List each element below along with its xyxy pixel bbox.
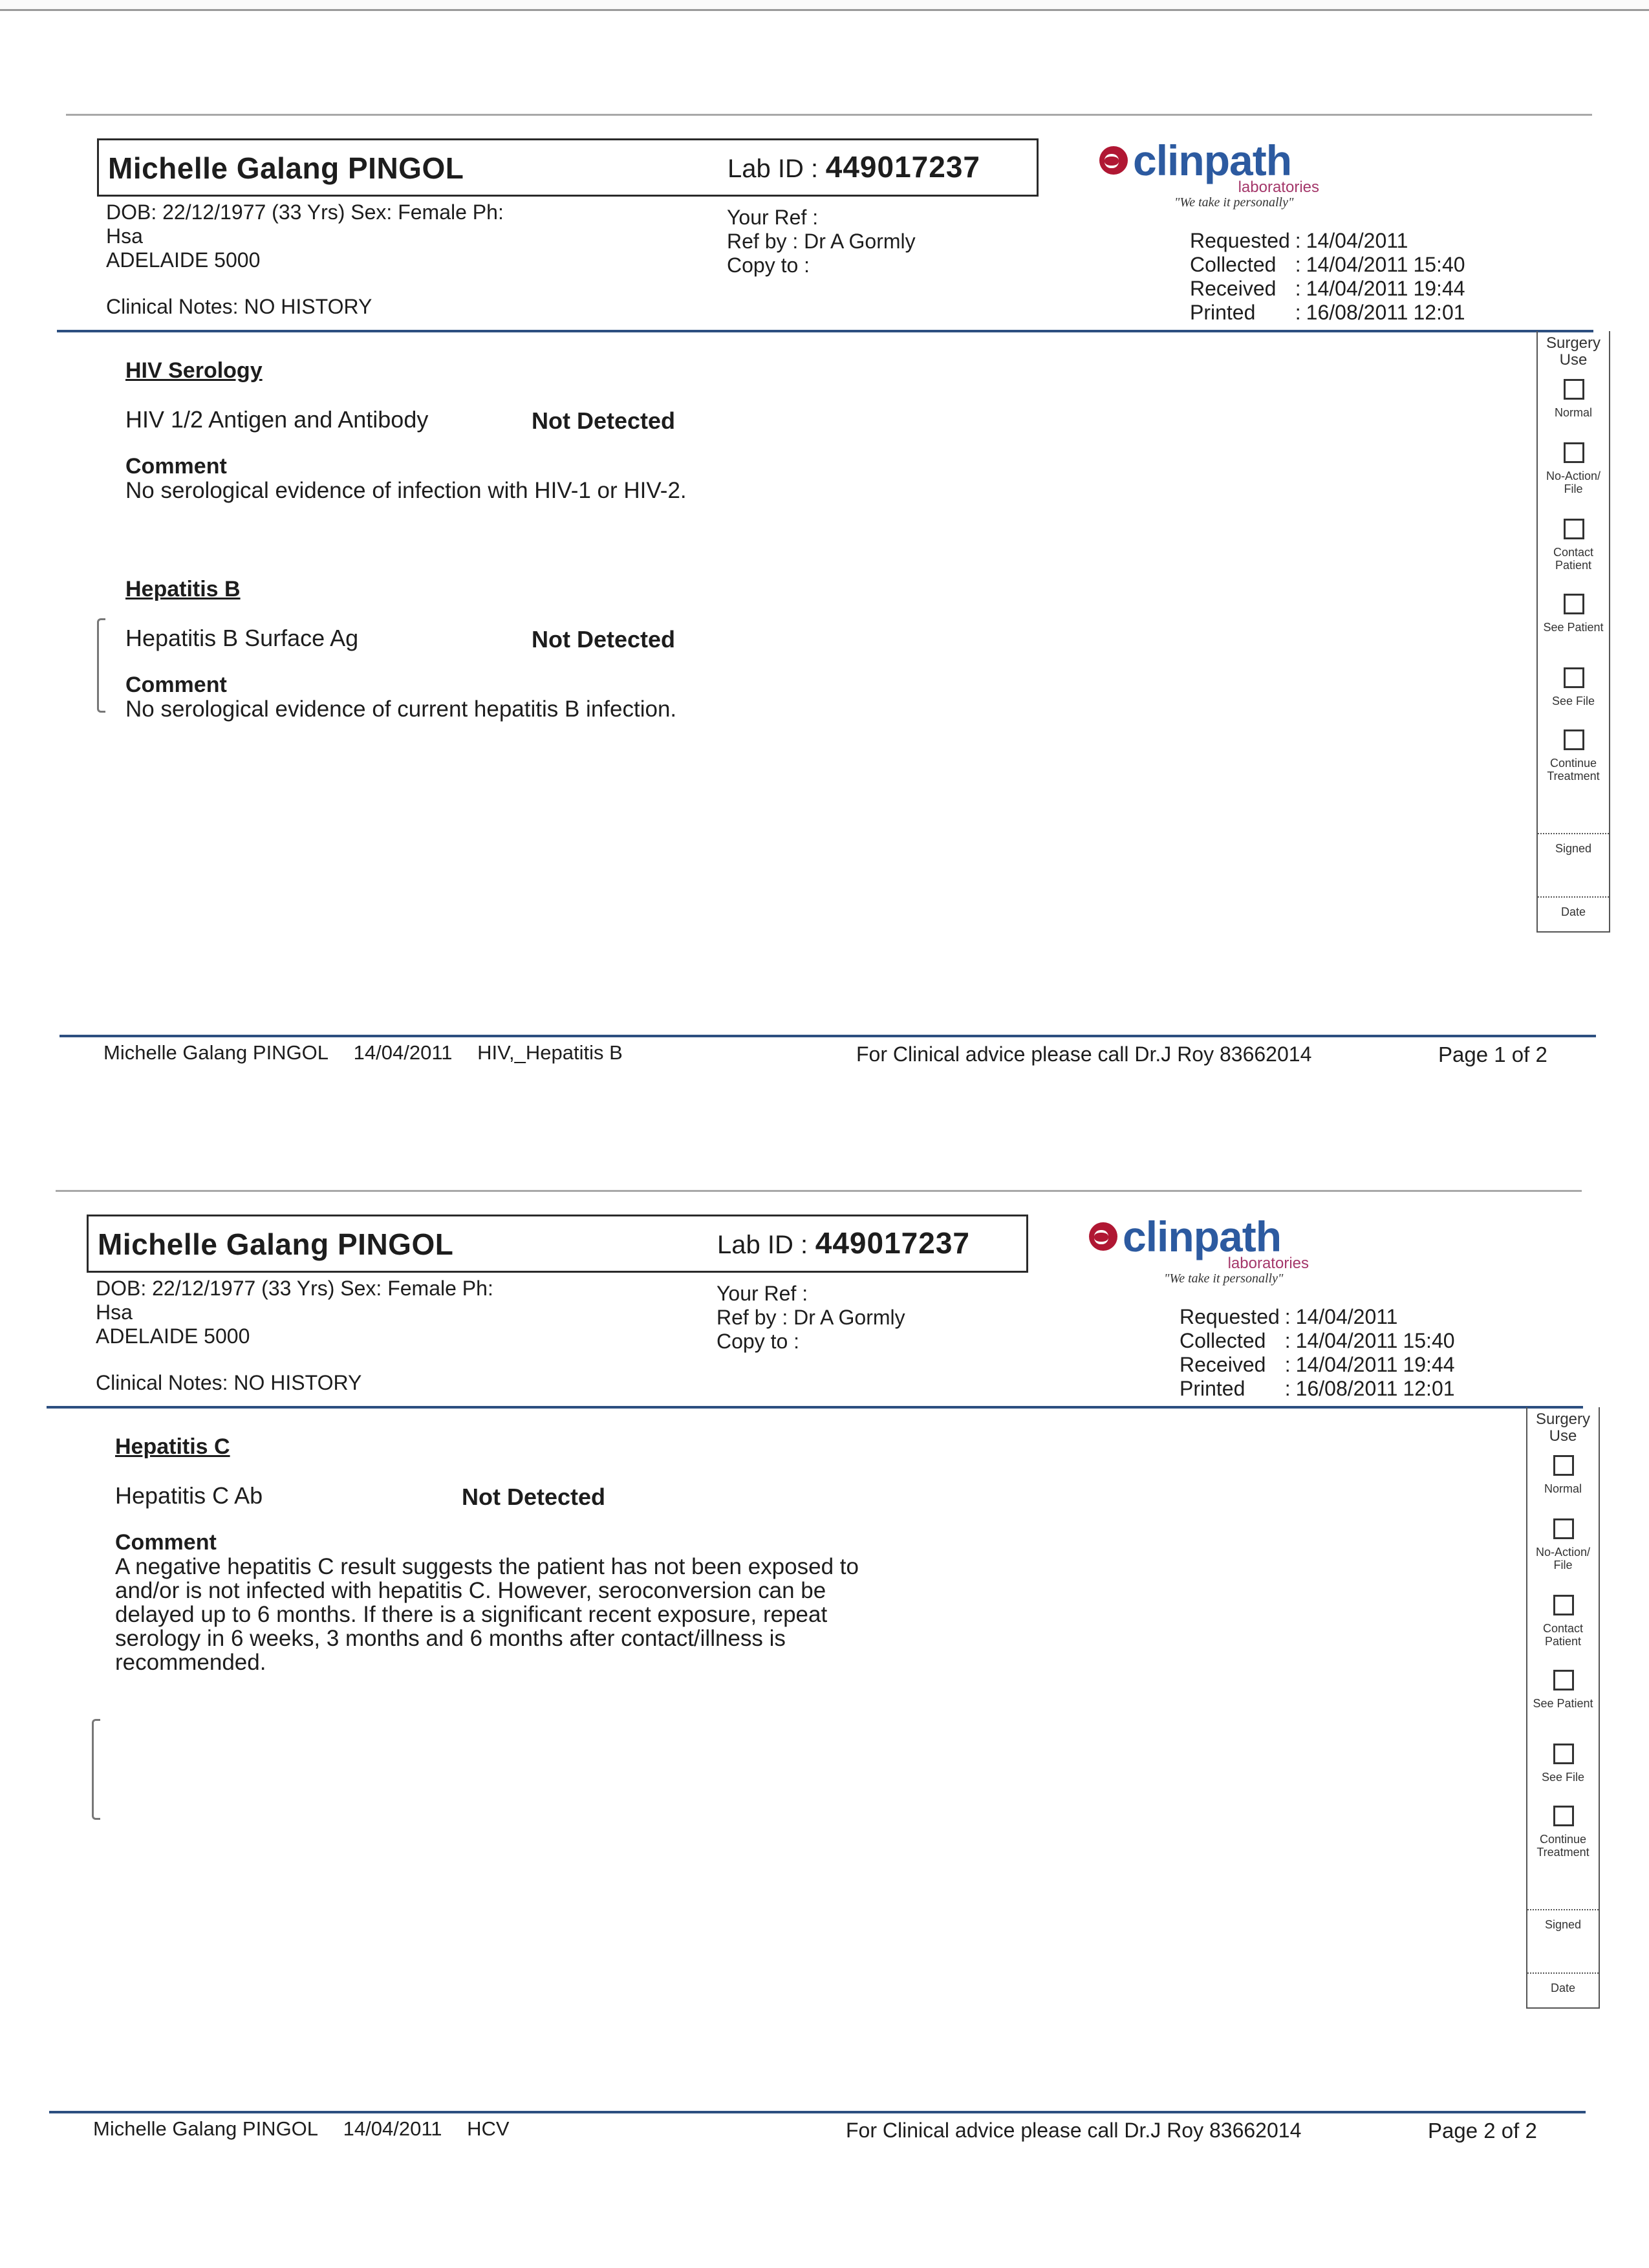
specimen-dates bbox=[1190, 229, 1471, 325]
report-page-2 bbox=[47, 1190, 1624, 2212]
ref-by: Ref by : Dr A Gormly bbox=[717, 1306, 905, 1329]
surgery-use-panel bbox=[1526, 1407, 1600, 2009]
footer-page-number: Page 1 of 2 bbox=[1438, 1042, 1547, 1066]
date-label: Date bbox=[1560, 905, 1586, 918]
requested-row: Requested : 14/04/2011 bbox=[1180, 1305, 1398, 1328]
your-ref: Your Ref : bbox=[717, 1282, 808, 1305]
footer-advice: For Clinical advice please call Dr.J Roy 83662014 bbox=[846, 2119, 1302, 2142]
collected-row: Collected : 14/04/2011 15:40 bbox=[1180, 1329, 1455, 1352]
footer-summary bbox=[93, 2117, 529, 2141]
lab-id-value: 449017237 bbox=[815, 1226, 970, 1260]
clinpath-logo-icon bbox=[1099, 146, 1128, 175]
normal-label: Normal bbox=[1544, 1482, 1582, 1495]
contact-patient-checkbox[interactable] bbox=[1553, 1595, 1574, 1615]
continue-treatment-checkbox[interactable] bbox=[1553, 1806, 1574, 1826]
comment-title-hepc: Comment bbox=[115, 1530, 217, 1555]
comment-text-hepc bbox=[115, 1555, 859, 1674]
see-patient-checkbox[interactable] bbox=[1564, 594, 1584, 614]
test-result-hepb: Not Detected bbox=[532, 626, 676, 653]
comment-title-hepb: Comment bbox=[125, 673, 227, 697]
clinpath-logo bbox=[1089, 1213, 1309, 1290]
dob-line: DOB: 22/12/1977 (33 Yrs) Sex: Female Ph: bbox=[106, 200, 504, 224]
see-patient-label: See Patient bbox=[1533, 1697, 1593, 1710]
copy-to: Copy to : bbox=[717, 1330, 800, 1353]
no-action-checkbox[interactable] bbox=[1553, 1518, 1574, 1539]
footer-divider bbox=[49, 2111, 1586, 2113]
section-title-hiv: HIV Serology bbox=[125, 358, 263, 383]
test-result-hiv: Not Detected bbox=[532, 407, 676, 434]
see-patient-checkbox[interactable] bbox=[1553, 1670, 1574, 1690]
clinpath-logo-icon bbox=[1089, 1222, 1117, 1251]
page-top-rule bbox=[66, 114, 1592, 116]
report-page-1 bbox=[57, 114, 1635, 1136]
collected-row: Collected : 14/04/2011 15:40 bbox=[1190, 253, 1465, 276]
test-name-hepc: Hepatitis C Ab bbox=[115, 1482, 263, 1509]
footer-divider bbox=[59, 1035, 1596, 1037]
comment-line: A negative hepatitis C result suggests the patient has not been exposed to bbox=[115, 1554, 859, 1579]
comment-text-hepb: No serological evidence of current hepatitis B infection. bbox=[125, 697, 677, 722]
date-line[interactable] bbox=[1538, 896, 1609, 898]
footer-patient: Michelle Galang PINGOL bbox=[103, 1041, 329, 1064]
pen-bracket-mark bbox=[97, 618, 105, 713]
address-line-2: ADELAIDE 5000 bbox=[96, 1324, 250, 1348]
copy-to: Copy to : bbox=[727, 254, 810, 277]
footer-summary bbox=[103, 1041, 642, 1064]
comment-line: and/or is not infected with hepatitis C. However, seroconversion can be bbox=[115, 1578, 826, 1603]
lab-id bbox=[727, 149, 980, 184]
section-title-hepb: Hepatitis B bbox=[125, 577, 241, 601]
surgery-use-title: Surgery Use bbox=[1546, 334, 1601, 369]
logo-wordmark: clinpath bbox=[1123, 1213, 1282, 1260]
normal-label: Normal bbox=[1554, 406, 1592, 419]
dob-line: DOB: 22/12/1977 (33 Yrs) Sex: Female Ph: bbox=[96, 1277, 493, 1300]
signed-label: Signed bbox=[1555, 842, 1592, 855]
patient-name: Michelle Galang PINGOL bbox=[98, 1227, 454, 1261]
comment-line: recommended. bbox=[115, 1650, 266, 1675]
referral-details bbox=[717, 1282, 905, 1354]
address-line-1: Hsa bbox=[96, 1301, 133, 1324]
continue-treatment-label: Continue Treatment bbox=[1547, 757, 1600, 783]
lab-id bbox=[717, 1226, 970, 1260]
see-file-checkbox[interactable] bbox=[1553, 1744, 1574, 1764]
normal-checkbox[interactable] bbox=[1564, 379, 1584, 400]
footer-date: 14/04/2011 bbox=[353, 1041, 453, 1064]
see-file-label: See File bbox=[1551, 695, 1595, 707]
no-action-label: No-Action/ File bbox=[1535, 1546, 1591, 1571]
signed-line[interactable] bbox=[1538, 833, 1609, 834]
test-result-hepc: Not Detected bbox=[462, 1484, 606, 1510]
address-line-1: Hsa bbox=[106, 224, 143, 248]
page-top-rule bbox=[56, 1190, 1582, 1192]
continue-treatment-label: Continue Treatment bbox=[1536, 1833, 1590, 1859]
lab-id-label: Lab ID : bbox=[717, 1231, 808, 1259]
logo-subtitle: laboratories bbox=[1238, 178, 1319, 196]
header-divider bbox=[47, 1406, 1583, 1409]
your-ref: Your Ref : bbox=[727, 206, 819, 229]
lab-id-value: 449017237 bbox=[825, 150, 980, 184]
lab-id-label: Lab ID : bbox=[727, 155, 819, 183]
address-line-2: ADELAIDE 5000 bbox=[106, 248, 261, 272]
comment-line: delayed up to 6 months. If there is a significant recent exposure, repeat bbox=[115, 1602, 828, 1627]
logo-wordmark: clinpath bbox=[1133, 136, 1292, 184]
contact-patient-label: Contact Patient bbox=[1553, 546, 1594, 572]
pen-bracket-mark bbox=[92, 1719, 100, 1820]
printed-row: Printed : 16/08/2011 12:01 bbox=[1190, 301, 1465, 324]
received-row: Received : 14/04/2011 19:44 bbox=[1180, 1353, 1455, 1376]
received-row: Received : 14/04/2011 19:44 bbox=[1190, 277, 1465, 300]
logo-tagline: "We take it personally" bbox=[1174, 195, 1294, 210]
clinpath-logo bbox=[1099, 136, 1319, 213]
comment-title-hiv: Comment bbox=[125, 454, 227, 479]
date-label: Date bbox=[1550, 1982, 1576, 1994]
surgery-use-title: Surgery Use bbox=[1535, 1410, 1591, 1445]
normal-checkbox[interactable] bbox=[1553, 1455, 1574, 1476]
logo-subtitle: laboratories bbox=[1227, 1255, 1309, 1272]
contact-patient-label: Contact Patient bbox=[1542, 1622, 1584, 1648]
referral-details bbox=[727, 206, 916, 277]
see-file-label: See File bbox=[1541, 1771, 1585, 1784]
clinical-notes: Clinical Notes: NO HISTORY bbox=[106, 295, 372, 318]
printed-row: Printed : 16/08/2011 12:01 bbox=[1180, 1377, 1455, 1400]
footer-patient: Michelle Galang PINGOL bbox=[93, 2117, 319, 2140]
patient-details bbox=[96, 1277, 493, 1348]
logo-tagline: "We take it personally" bbox=[1164, 1271, 1284, 1286]
scan-edge bbox=[0, 0, 1649, 11]
section-title-hepc: Hepatitis C bbox=[115, 1434, 230, 1459]
patient-name: Michelle Galang PINGOL bbox=[108, 151, 464, 185]
patient-header-box bbox=[97, 138, 1039, 197]
comment-text-hiv: No serological evidence of infection with HIV-1 or HIV-2. bbox=[125, 478, 687, 503]
patient-header-box bbox=[87, 1215, 1028, 1273]
footer-date: 14/04/2011 bbox=[343, 2117, 442, 2140]
test-name-hepb: Hepatitis B Surface Ag bbox=[125, 625, 359, 651]
signed-label: Signed bbox=[1544, 1918, 1582, 1931]
date-line[interactable] bbox=[1527, 1972, 1599, 1974]
specimen-dates bbox=[1180, 1305, 1460, 1401]
test-name-hiv: HIV 1/2 Antigen and Antibody bbox=[125, 406, 429, 433]
footer-tests: HIV,_Hepatitis B bbox=[477, 1041, 623, 1064]
signed-line[interactable] bbox=[1527, 1909, 1599, 1910]
contact-patient-checkbox[interactable] bbox=[1564, 519, 1584, 539]
header-divider bbox=[57, 330, 1593, 332]
footer-advice: For Clinical advice please call Dr.J Roy 83662014 bbox=[856, 1042, 1312, 1066]
see-file-checkbox[interactable] bbox=[1564, 667, 1584, 688]
footer-page-number: Page 2 of 2 bbox=[1428, 2119, 1537, 2143]
footer-tests: HCV bbox=[467, 2117, 510, 2140]
no-action-checkbox[interactable] bbox=[1564, 442, 1584, 463]
requested-row: Requested : 14/04/2011 bbox=[1190, 229, 1408, 252]
patient-details bbox=[106, 200, 504, 272]
no-action-label: No-Action/ File bbox=[1546, 470, 1601, 495]
continue-treatment-checkbox[interactable] bbox=[1564, 729, 1584, 750]
ref-by: Ref by : Dr A Gormly bbox=[727, 230, 916, 253]
comment-line: serology in 6 weeks, 3 months and 6 months after contact/illness is bbox=[115, 1626, 786, 1651]
see-patient-label: See Patient bbox=[1543, 621, 1604, 634]
surgery-use-panel bbox=[1536, 331, 1610, 933]
clinical-notes: Clinical Notes: NO HISTORY bbox=[96, 1371, 362, 1394]
